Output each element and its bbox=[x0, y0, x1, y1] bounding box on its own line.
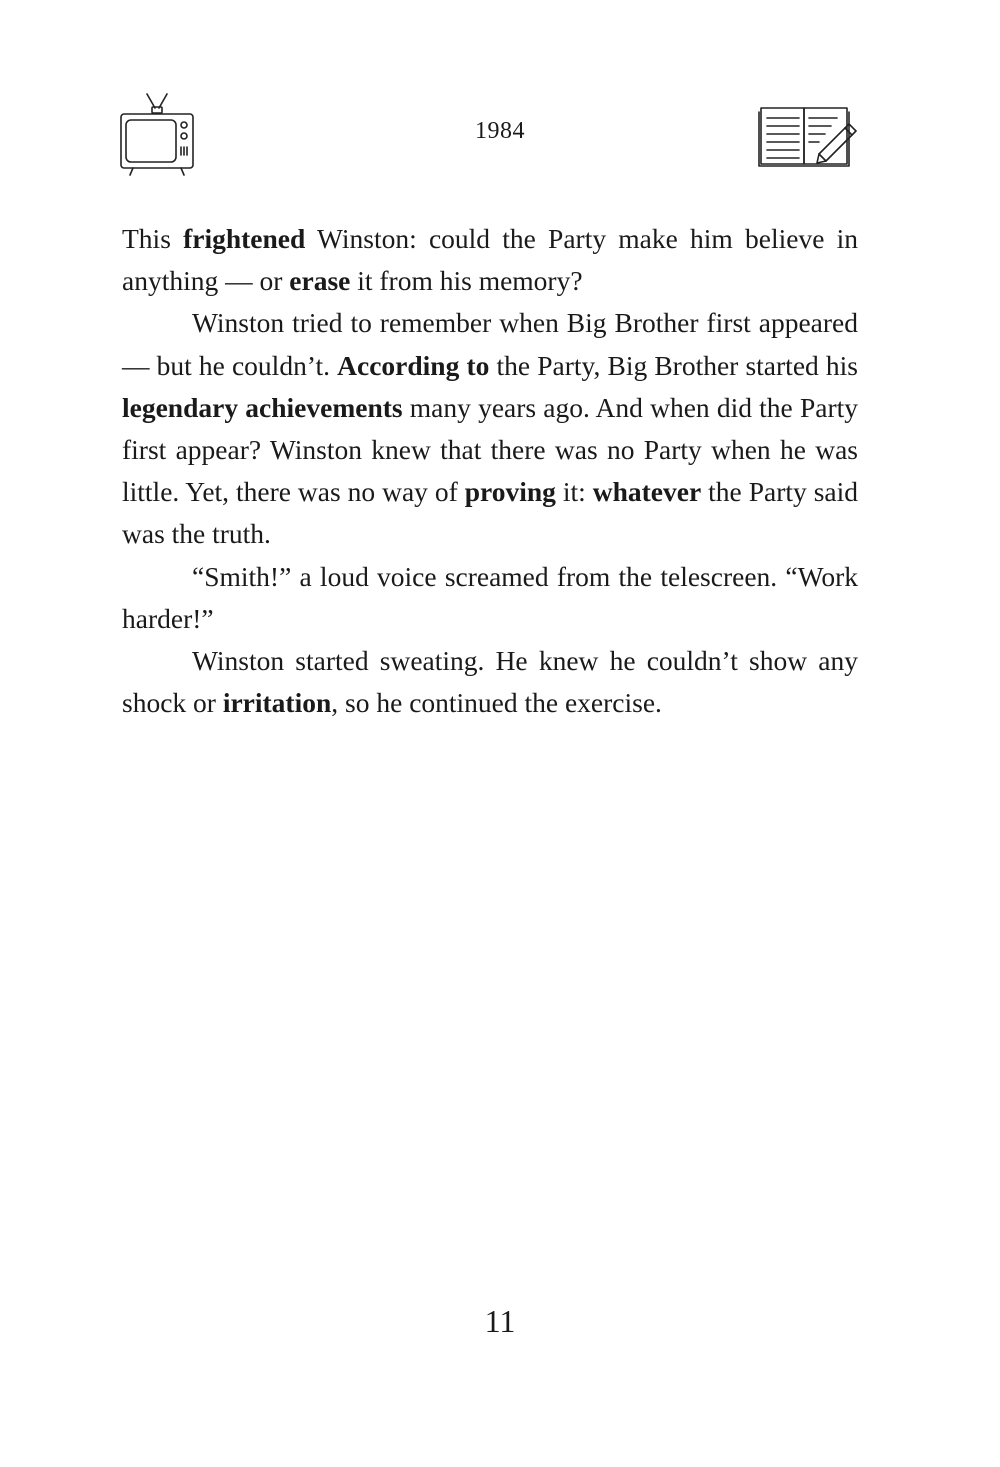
page-header bbox=[0, 88, 1000, 178]
paragraph bbox=[122, 302, 858, 555]
emphasized-term: proving bbox=[464, 476, 556, 508]
emphasized-term: legendary achievements bbox=[122, 391, 403, 423]
paragraph bbox=[122, 640, 858, 724]
page-number: 11 bbox=[484, 1303, 516, 1339]
body-text bbox=[122, 218, 858, 724]
text-run: it from his memory? bbox=[350, 265, 583, 297]
emphasized-term: irritation bbox=[222, 687, 332, 719]
emphasized-term: According to bbox=[337, 349, 490, 381]
paragraph bbox=[122, 218, 858, 302]
paragraph bbox=[122, 556, 858, 640]
text-run: the Party, Big Brother started his bbox=[489, 349, 858, 381]
emphasized-term: frightened bbox=[183, 223, 306, 254]
text-run: This bbox=[122, 223, 184, 254]
text-run: , so he continued the exercise. bbox=[331, 687, 662, 719]
text-run: Winston tried to remember when Big Brother first appeared — but he couldn’t. bbox=[122, 307, 858, 381]
emphasized-term: erase bbox=[289, 265, 351, 297]
text-run: Winston: could the Party make him believe in anything — or bbox=[122, 223, 859, 297]
book-pen-icon bbox=[757, 102, 859, 168]
text-run: many years ago. And when did the Party first appear? Winston knew that there was no Party when he was little. Yet, there was no way of bbox=[122, 391, 858, 508]
running-title: 1984 bbox=[475, 118, 525, 144]
text-run: Winston started sweating. He knew he couldn’t show any shock or bbox=[122, 645, 858, 719]
text-run: it: bbox=[555, 476, 593, 508]
emphasized-term: whatever bbox=[592, 476, 702, 508]
text-run: the Party said was the truth. bbox=[122, 476, 858, 550]
text-run: “Smith!” a loud voice screamed from the telescreen. “Work harder!” bbox=[122, 560, 858, 634]
